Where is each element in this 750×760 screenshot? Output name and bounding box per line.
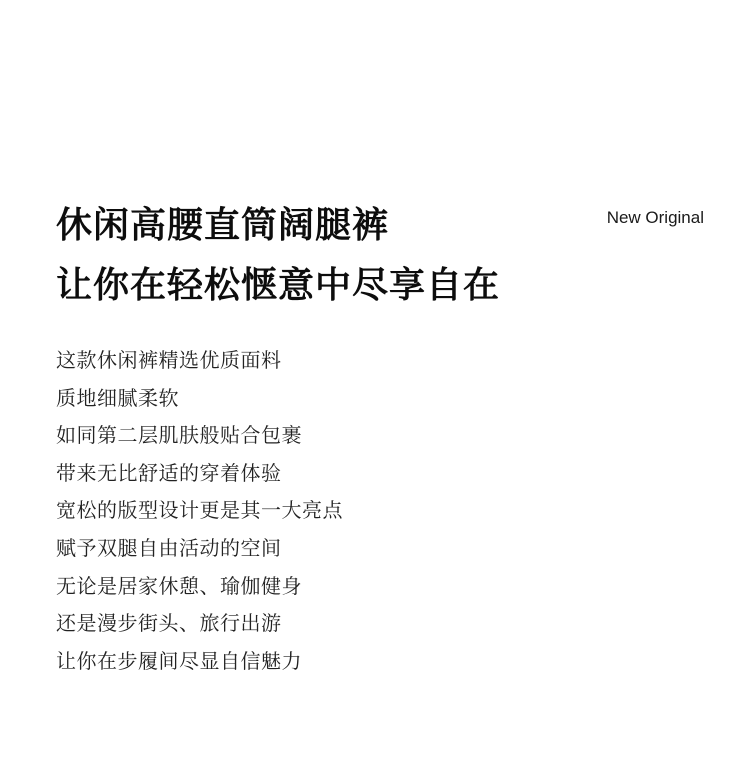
body-line-8: 还是漫步街头、旅行出游	[56, 611, 282, 636]
body-line-9: 让你在步履间尽显自信魅力	[56, 648, 302, 673]
headline	[56, 196, 576, 316]
body-line-1: 这款休闲裤精选优质面料	[56, 348, 282, 372]
body-line-2: 质地细腻柔软	[56, 385, 179, 410]
body-line-7: 无论是居家休憩、瑜伽健身	[56, 573, 302, 598]
body-line-3: 如同第二层肌肤般贴合包裹	[56, 423, 302, 448]
headline-line-2: 让你在轻松惬意中尽享自在	[56, 265, 501, 306]
body-line-5: 宽松的版型设计更是其一大亮点	[56, 498, 343, 523]
headline-line-1: 休闲高腰直筒阔腿裤	[56, 205, 390, 246]
body-line-4: 带来无比舒适的穿着体验	[56, 460, 282, 485]
brand-tag: New Original	[606, 208, 704, 227]
body-copy	[56, 342, 676, 680]
body-line-6: 赋予双腿自由活动的空间	[56, 535, 282, 560]
